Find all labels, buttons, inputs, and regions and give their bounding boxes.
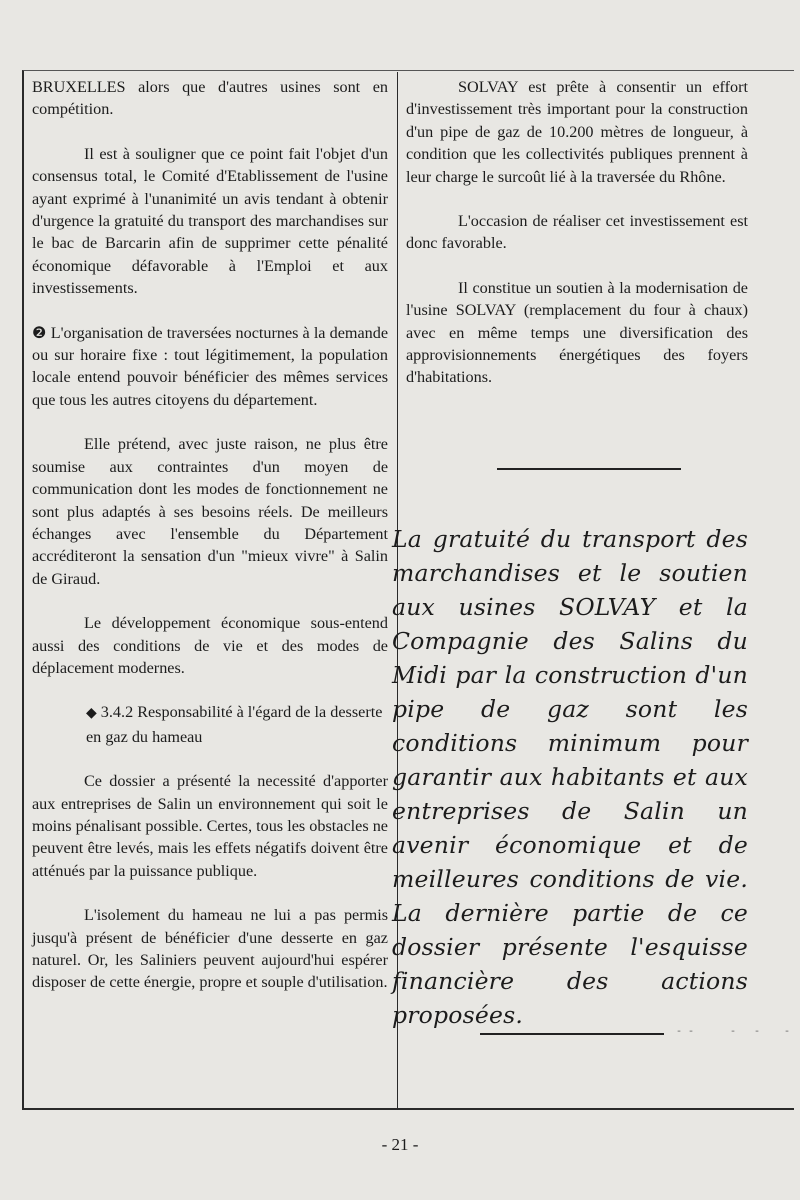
paragraph: L'occasion de réaliser cet investissement est donc favorable. [406, 212, 748, 253]
separator-rule [480, 1033, 664, 1035]
left-column [32, 76, 388, 994]
paragraph: L'isolement du hameau ne lui a pas permis jusqu'à présent de bénéficier d'une desserte en gaz naturel. Or, les Saliniers peuvent aujourd'hui espérer disposer de cette énergie, propre et souple d'utilisation. [32, 906, 388, 992]
paragraph: BRUXELLES alors que d'autres usines sont en compétition. [32, 78, 388, 119]
scan-mark: - - - - - [676, 1027, 791, 1038]
section-heading-text: 3.4.2 Responsabilité à l'égard de la desserte en gaz du hameau [86, 703, 383, 746]
separator-rule [497, 468, 681, 470]
paragraph: Elle prétend, avec juste raison, ne plus être soumise aux contraintes d'un moyen de communication dont les modes de fonctionnement ne sont plus adaptés à ses besoins réels. De meilleurs échanges avec l'ensemble du Département accréditeront la sensation d'un "mieux vivre" à Salin de Giraud. [32, 435, 388, 588]
paragraph-text: L'organisation de traversées nocturnes à la demande ou sur horaire fixe : tout légitimement, la population locale entend pouvoir bénéficier des mêmes services que tous les autres citoyens du département. [32, 323, 389, 409]
paragraph: Le développement économique sous-entend aussi des conditions de vie et des modes de déplacement modernes. [32, 614, 388, 677]
paragraph: Il est à souligner que ce point fait l'objet d'un consensus total, le Comité d'Etablissement de l'usine ayant exprimé à l'unanimité un avis tendant à obtenir d'urgence la gratuité du transport des marchandises sur le bac de Barcarin afin de supprimer cette pénalité économique défavorable à l'Emploi et aux investissements. [32, 144, 388, 298]
diamond-bullet-icon: ◆ [86, 706, 97, 722]
paragraph: Il constitue un soutien à la modernisation de l'usine SOLVAY (remplacement du four à chaux) avec en même temps une diversification des approvisionnements énergétiques des foyers d'habitations. [406, 278, 748, 387]
right-column [406, 76, 748, 389]
section-heading [32, 701, 388, 748]
numbered-paragraph [32, 322, 388, 412]
paragraph: Ce dossier a présenté la necessité d'apporter aux entreprises de Salin un environnement qui soit le moins pénalisant possible. Certes, tous les obstacles ne peuvent être levés, mais les effets négatifs doivent être atténués par la puissance publique. [32, 772, 388, 880]
page-number: - 21 - [381, 1135, 419, 1154]
number-two-marker: ❷ [32, 323, 47, 342]
highlight-statement: La gratuité du transport des marchandises et le soutien aux usines SOLVAY et la Compagnie des Salins du Midi par la construction d'un pipe de gaz sont les conditions minimum pour garantir aux habitants et aux entreprises de Salin un avenir économique et de meilleures conditions de vie. La dernière partie de ce dossier présente l'esquisse financière des actions proposées. [392, 525, 748, 1029]
paragraph: SOLVAY est prête à consentir un effort d'investissement très important pour la construction d'un pipe de gaz de 10.200 mètres de longueur, à condition que les collectivités publiques prennent à leur charge le surcoût lié à la traversée du Rhône. [406, 78, 748, 186]
